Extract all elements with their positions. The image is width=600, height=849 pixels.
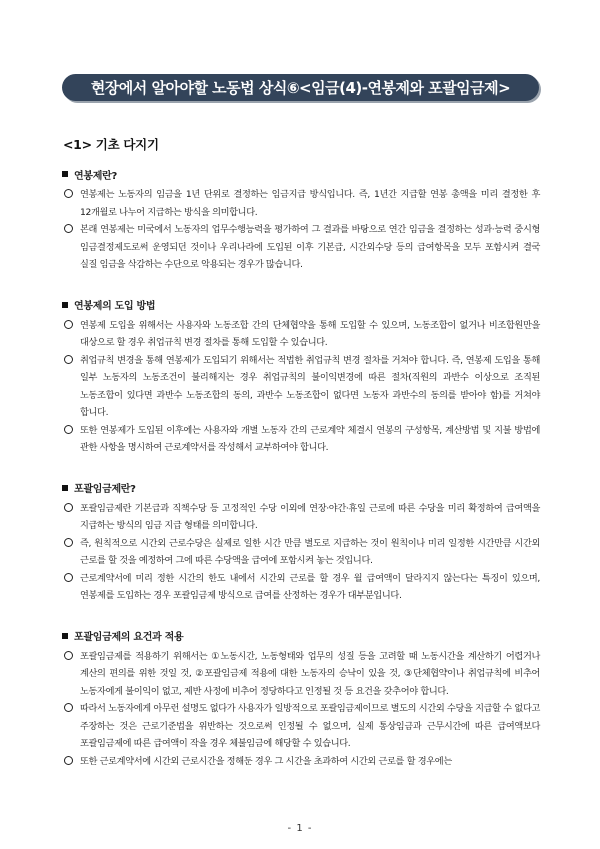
page-number: - 1 - [287,823,313,834]
section-title: 연봉제의 도입 방법 [62,297,540,313]
section-heading: <1> 기초 다지기 [63,137,159,152]
paragraph: 또한 근로계약서에 시간외 근로시간을 정해둔 경우 그 시간을 초과하여 시간외 근로를 할 경우에는 [62,753,540,771]
circle-bullet-icon [64,503,73,512]
paragraph: 포괄임금제란 기본급과 직책수당 등 고정적인 수당 이외에 연장·야간·휴일 근로에 따른 수당을 미리 확정하여 급여액을 지급하는 방식의 임금 지급 형태를 의미합니다. [62,500,540,535]
paragraph: 근로계약서에 미리 정한 시간의 한도 내에서 시간외 근로를 할 경우 월 급여액이 달라지지 않는다는 특징이 있으며, 연봉제를 도입하는 경우 포괄임금제 방식으로 급여를 산정하는 경우가 대부분입니다. [62,570,540,605]
paragraph: 포괄임금제를 적용하기 위해서는 ①노동시간, 노동형태와 업무의 성질 등을 고려할 때 노동시간을 계산하기 어렵거나 계산의 편의를 위한 것일 것, ②포괄임금제 적용에 대한 노동자의 승낙이 있을 것, ③단체협약이나 취업규칙에 비추어 노동자에게 불이익이 없고, 제반 사정에 비추어 정당하다고 인정될 것 등 요건을 갖추어야 합니다. [62,648,540,701]
square-bullet-icon [62,485,68,491]
paragraph: 연봉제는 노동자의 임금을 1년 단위로 결정하는 임금지급 방식입니다. 즉, 1년간 지급할 연봉 총액을 미리 결정한 후 12개월로 나누어 지급하는 방식을 의미합니다. [62,186,540,221]
paragraph: 연봉제 도입을 위해서는 사용자와 노동조합 간의 단체협약을 통해 도입할 수 있으며, 노동조합이 없거나 비조합원만을 대상으로 할 경우 취업규칙 변경 절차를 통해 도입할 수 있습니다. [62,317,540,352]
paragraph: 즉, 원칙적으로 시간외 근로수당은 실제로 일한 시간 만큼 별도로 지급하는 것이 원칙이나 미리 일정한 시간만큼 시간외 근로를 할 것을 예정하여 그에 따른 수당액을 급여에 포함시켜 놓는 것입니다. [62,535,540,570]
circle-bullet-icon [64,703,73,712]
section-annual-salary [62,166,540,274]
square-bullet-icon [62,633,68,639]
page-title: 현장에서 알아야할 노동법 상식⑥<임금(4)-연봉제와 포괄임금제> [90,79,511,97]
circle-bullet-icon [64,320,73,329]
section-title: 연봉제란? [62,166,540,182]
section-requirements [62,628,540,771]
title-banner [62,74,539,101]
section-comprehensive-wage [62,480,540,605]
section-introduction-method [62,297,540,457]
circle-bullet-icon [64,651,73,660]
document-body [62,166,540,793]
paragraph: 취업규칙 변경을 통해 연봉제가 도입되기 위해서는 적법한 취업규칙 변경 절차를 거쳐야 합니다. 즉, 연봉제 도입을 통해 일부 노동자의 노동조건이 불리해지는 경우 취업규칙의 불이익변경에 따른 절차(직원의 과반수 이상으로 조직된 노동조합이 있다면 과반수 노동조합의 동의, 과반수 노동조합이 없다면 노동자 과반수의 동의를 받아야 함)를 거쳐야 합니다. [62,352,540,422]
section-title: 포괄임금제의 요건과 적용 [62,628,540,644]
paragraph: 따라서 노동자에게 아무런 설명도 없다가 사용자가 일방적으로 포괄임금제이므로 별도의 시간외 수당을 지급할 수 없다고 주장하는 것은 근로기준법을 위반하는 것으로써 인정될 수 없으며, 실제 통상임금과 근무시간에 따른 급여액보다 포괄임금제에 따른 급여액이 작을 경우 체불임금에 해당할 수 있습니다. [62,700,540,753]
paragraph: 또한 연봉제가 도입된 이후에는 사용자와 개별 노동자 간의 근로계약 체결시 연봉의 구성항목, 계산방법 및 지불 방법에 관한 사항을 명시하여 근로계약서를 작성해서 교부하여야 합니다. [62,422,540,457]
paragraph: 본래 연봉제는 미국에서 노동자의 업무수행능력을 평가하여 그 결과를 바탕으로 연간 임금을 결정하는 성과·능력 중시형 임금결정제도로써 운영되던 것이나 우리나라에 도입된 이후 기본급, 시간외수당 등의 급여항목을 모두 포함시켜 결국 실질 임금을 삭감하는 수단으로 악용되는 경우가 많습니다. [62,221,540,274]
circle-bullet-icon [64,573,73,582]
square-bullet-icon [62,171,68,177]
circle-bullet-icon [64,189,73,198]
circle-bullet-icon [64,538,73,547]
circle-bullet-icon [64,756,73,765]
square-bullet-icon [62,302,68,308]
section-title: 포괄임금제란? [62,480,540,496]
circle-bullet-icon [64,224,73,233]
circle-bullet-icon [64,425,73,434]
circle-bullet-icon [64,355,73,364]
